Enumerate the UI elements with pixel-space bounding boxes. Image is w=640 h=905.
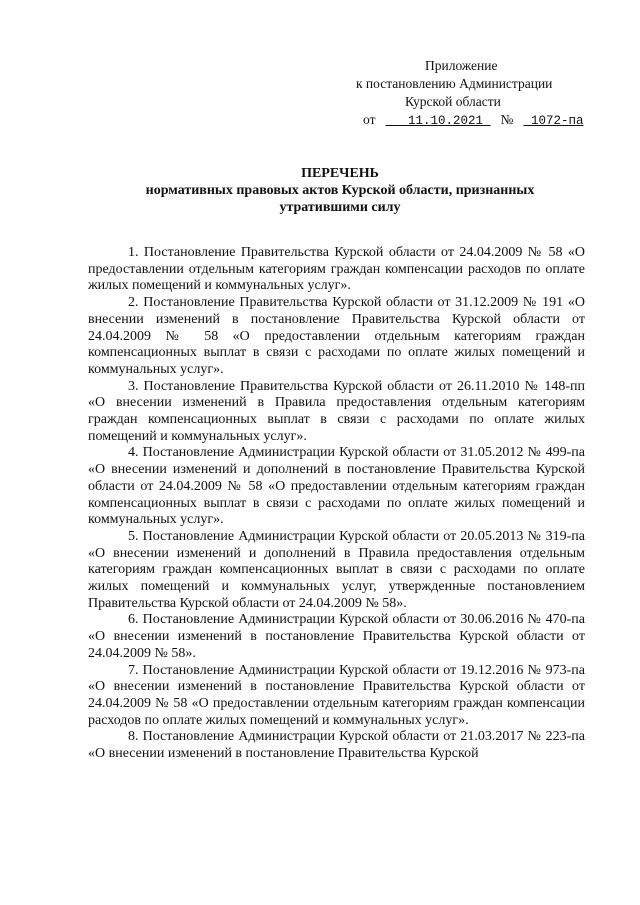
decree-number: 1072-па [530, 114, 584, 128]
appendix-label: Приложение [425, 58, 498, 73]
list-item: 5. Постановление Администрации Курской области от 20.05.2013 № 319-па «О внесении изменений и дополнений в Правила предоставления отдельным категориям граждан компенсационных выплат в связи с расходами по оплате жилых помещений и коммунальных услуг, утвержденные постановлением Правительства Курской области от 24.04.2009 № 58». [88, 528, 585, 611]
list-item: 1. Постановление Правительства Курской области от 24.04.2009 № 58 «О предоставлении отдельным категориям граждан компенсации расходов по оплате жилых помещений и коммунальных услуг». [88, 245, 585, 294]
list-item: 3. Постановление Правительства Курской области от 26.11.2010 № 148-пп «О внесении изменений в Правила предоставления отдельным категориям граждан компенсационных выплат в связи с расходами по оплате жилых помещений и коммунальных услуг». [88, 378, 585, 444]
appendix-date-line [330, 111, 600, 130]
acts-list [88, 245, 585, 763]
document-title [90, 165, 590, 216]
appendix-region: Курской области [405, 94, 501, 109]
list-item: 2. Постановление Правительства Курской области от 31.12.2009 № 191 «О внесении изменений в постановление Правительства Курской области от 24.04.2009 № 58 «О предоставлении отдельным категориям граждан компенсационных выплат в связи с расходами по оплате жилых помещений и коммунальных услуг». [88, 295, 585, 377]
list-item: 6. Постановление Администрации Курской области от 30.06.2016 № 470-па «О внесении изменений в постановление Правительства Курской области от 24.04.2009 № 58». [88, 612, 585, 661]
title-heading: ПЕРЕЧЕНЬ [301, 166, 379, 181]
appendix-decree-ref: к постановлению Администрации [356, 76, 553, 91]
decree-date: 11.10.2021 [408, 114, 484, 128]
list-item: 4. Постановление Администрации Курской области от 31.05.2012 № 499-па «О внесении изменений и дополнений в постановление Правительства Курской области от 24.04.2009 № 58 «О предоставлении отдельным категориям граждан компенсационных выплат в связи с расходами по оплате жилых помещений и коммунальных услуг». [88, 445, 585, 528]
number-label: № [500, 112, 514, 127]
from-label: от [363, 112, 376, 127]
list-item: 7. Постановление Администрации Курской области от 19.12.2016 № 973-па «О внесении изменений в постановление Правительства Курской области от 24.04.2009 № 58 «О предоставлении отдельным категориям граждан компенсации расходов по оплате жилых помещений и коммунальных услуг». [88, 662, 585, 728]
appendix-header [330, 57, 600, 130]
title-subtitle-line2: утратившими силу [279, 200, 401, 215]
title-subtitle-line1: нормативных правовых актов Курской области, признанных [145, 183, 535, 198]
list-item: 8. Постановление Администрации Курской области от 21.03.2017 № 223-па «О внесении изменений в постановление Правительства Курской [88, 729, 585, 762]
